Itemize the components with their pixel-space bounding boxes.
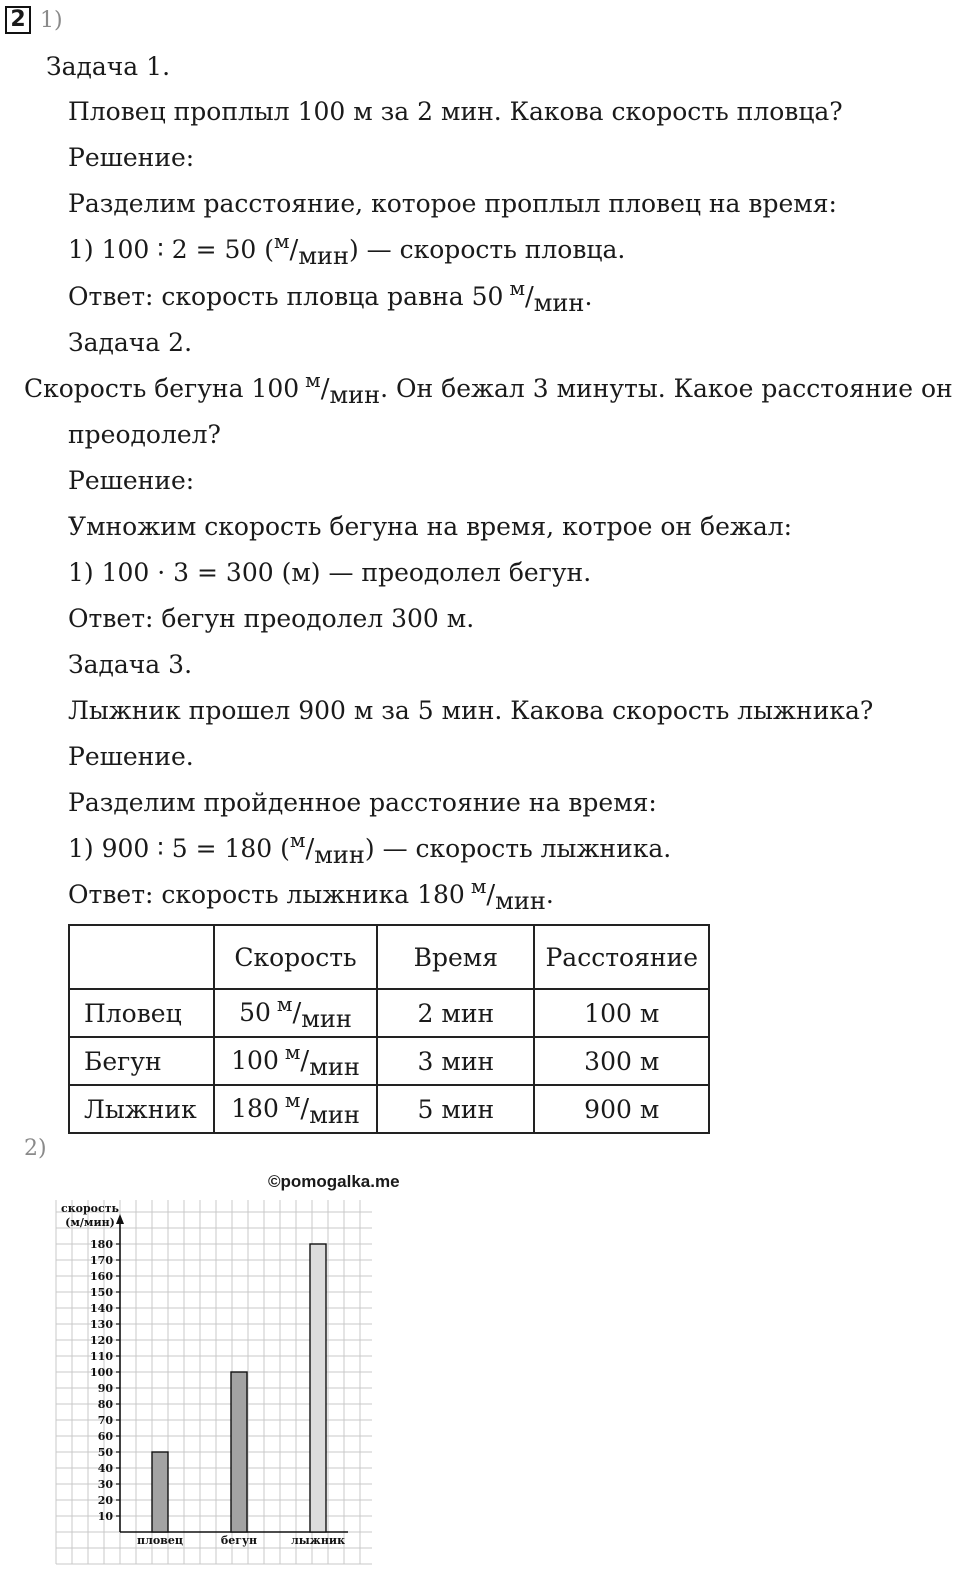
task2-answer: Ответ: бегун преодолел 300 м. — [68, 604, 475, 633]
table-cell-distance: 100 м — [534, 989, 709, 1037]
y-tick-label: 40 — [97, 1462, 113, 1475]
table-cell-time: 3 мин — [377, 1037, 534, 1085]
task1-solution-label: Решение: — [68, 143, 195, 172]
question-text: . Он бежал 3 минуты. Какое расстояние он — [380, 374, 953, 403]
table-cell-name: Бегун — [69, 1037, 214, 1085]
unit-m-per-min: $^м$/мин — [284, 1040, 360, 1081]
table-cell-speed: 50 $^м$/мин — [214, 989, 377, 1037]
x-category-label: пловец — [137, 1534, 183, 1547]
table-cell-speed: 100 $^м$/мин — [214, 1037, 377, 1085]
y-tick-label: 150 — [90, 1286, 113, 1299]
table-cell-distance: 900 м — [534, 1085, 709, 1133]
table-row — [69, 989, 709, 1037]
y-tick-label: 130 — [90, 1318, 113, 1331]
calc-text: 1) 100 ∶ 2 = 50 ( — [68, 235, 274, 264]
y-tick-label: 30 — [97, 1478, 113, 1491]
task2-calculation: 1) 100 · 3 = 300 (м) — преодолел бегун. — [68, 558, 592, 587]
y-tick-label: 100 — [90, 1366, 113, 1379]
task1-calculation — [68, 229, 626, 270]
unit-m-per-min: $^м$/мин — [273, 229, 349, 270]
y-tick-label: 10 — [97, 1510, 113, 1523]
y-tick-label: 120 — [90, 1334, 113, 1347]
task3-title: Задача 3. — [68, 650, 193, 679]
table-cell-speed: 180 $^м$/мин — [214, 1085, 377, 1133]
bar-3 — [310, 1244, 326, 1532]
question-text: Скорость бегуна 100 — [24, 374, 300, 403]
bar-2 — [231, 1372, 247, 1532]
chart-canvas — [50, 1168, 450, 1578]
task-number: 2 — [5, 6, 31, 34]
table-header-cell: Скорость — [214, 925, 377, 989]
table-cell-time: 2 мин — [377, 989, 534, 1037]
task1-step: Разделим расстояние, которое проплыл пловец на время: — [68, 189, 837, 218]
unit-m-per-min: $^м$/мин — [276, 992, 352, 1033]
calc-text: 1) 900 ∶ 5 = 180 ( — [68, 834, 290, 863]
unit-m-per-min: $^м$/мин — [305, 368, 381, 409]
y-tick-label: 160 — [90, 1270, 113, 1283]
x-category-label: лыжник — [290, 1534, 346, 1547]
y-tick-label: 50 — [97, 1446, 113, 1459]
y-tick-label: 140 — [90, 1302, 113, 1315]
chart-credit: ©pomogalka.me — [268, 1172, 400, 1191]
task3-step: Разделим пройденное расстояние на время: — [68, 788, 657, 817]
table-cell-distance: 300 м — [534, 1037, 709, 1085]
table-header-cell: Расстояние — [534, 925, 709, 989]
speed-bar-chart — [50, 1168, 450, 1578]
y-tick-label: 170 — [90, 1254, 113, 1267]
part-1-label: 1) — [40, 8, 63, 33]
unit-m-per-min: $^м$/мин — [284, 1088, 360, 1129]
calc-text: ) — скорость лыжника. — [364, 834, 672, 863]
table-cell-time: 5 мин — [377, 1085, 534, 1133]
y-tick-label: 60 — [97, 1430, 113, 1443]
bar-1 — [152, 1452, 168, 1532]
answer-text: Ответ: скорость пловца равна 50 — [68, 282, 504, 311]
task1-answer: Ответ: скорость пловца равна 50 $^м$/мин. — [68, 276, 593, 317]
unit-m-per-min: $^м$/мин — [470, 874, 546, 915]
y-tick-label: 180 — [90, 1238, 113, 1251]
y-axis-label: скорость — [61, 1202, 119, 1215]
y-tick-label: 90 — [97, 1382, 113, 1395]
task3-question: Лыжник прошел 900 м за 5 мин. Какова скорость лыжника? — [68, 696, 874, 725]
table-cell-name: Лыжник — [69, 1085, 214, 1133]
y-tick-label: 110 — [90, 1350, 113, 1363]
task1-question: Пловец проплыл 100 м за 2 мин. Какова скорость пловца? — [68, 97, 843, 126]
task3-solution-label: Решение. — [68, 742, 194, 771]
task3-answer: Ответ: скорость лыжника 180 $^м$/мин. — [68, 874, 554, 915]
table-header-cell: Время — [377, 925, 534, 989]
y-tick-label: 80 — [97, 1398, 113, 1411]
summary-table — [68, 924, 710, 1134]
unit-m-per-min: $^м$/мин — [289, 828, 365, 869]
table-row — [69, 1085, 709, 1133]
part-2-label: 2) — [24, 1136, 47, 1161]
x-category-label: бегун — [220, 1534, 258, 1547]
table-header-cell — [69, 925, 214, 989]
answer-text: Ответ: скорость лыжника 180 — [68, 880, 465, 909]
y-axis-label-unit: (м/мин) — [65, 1216, 115, 1229]
calc-text: ) — скорость пловца. — [348, 235, 626, 264]
task3-calculation — [68, 828, 672, 869]
task2-question — [24, 368, 953, 409]
y-tick-label: 20 — [97, 1494, 113, 1507]
task1-title: Задача 1. — [46, 52, 171, 81]
task2-step: Умножим скорость бегуна на время, котрое он бежал: — [68, 512, 793, 541]
y-axis-arrow — [116, 1214, 124, 1224]
unit-m-per-min: $^м$/мин — [509, 276, 585, 317]
table-cell-name: Пловец — [69, 989, 214, 1037]
task2-question-cont: преодолел? — [68, 420, 221, 449]
y-tick-label: 70 — [97, 1414, 113, 1427]
task2-title: Задача 2. — [68, 328, 193, 357]
table-row — [69, 1037, 709, 1085]
task2-solution-label: Решение: — [68, 466, 195, 495]
table-header-row — [69, 925, 709, 989]
